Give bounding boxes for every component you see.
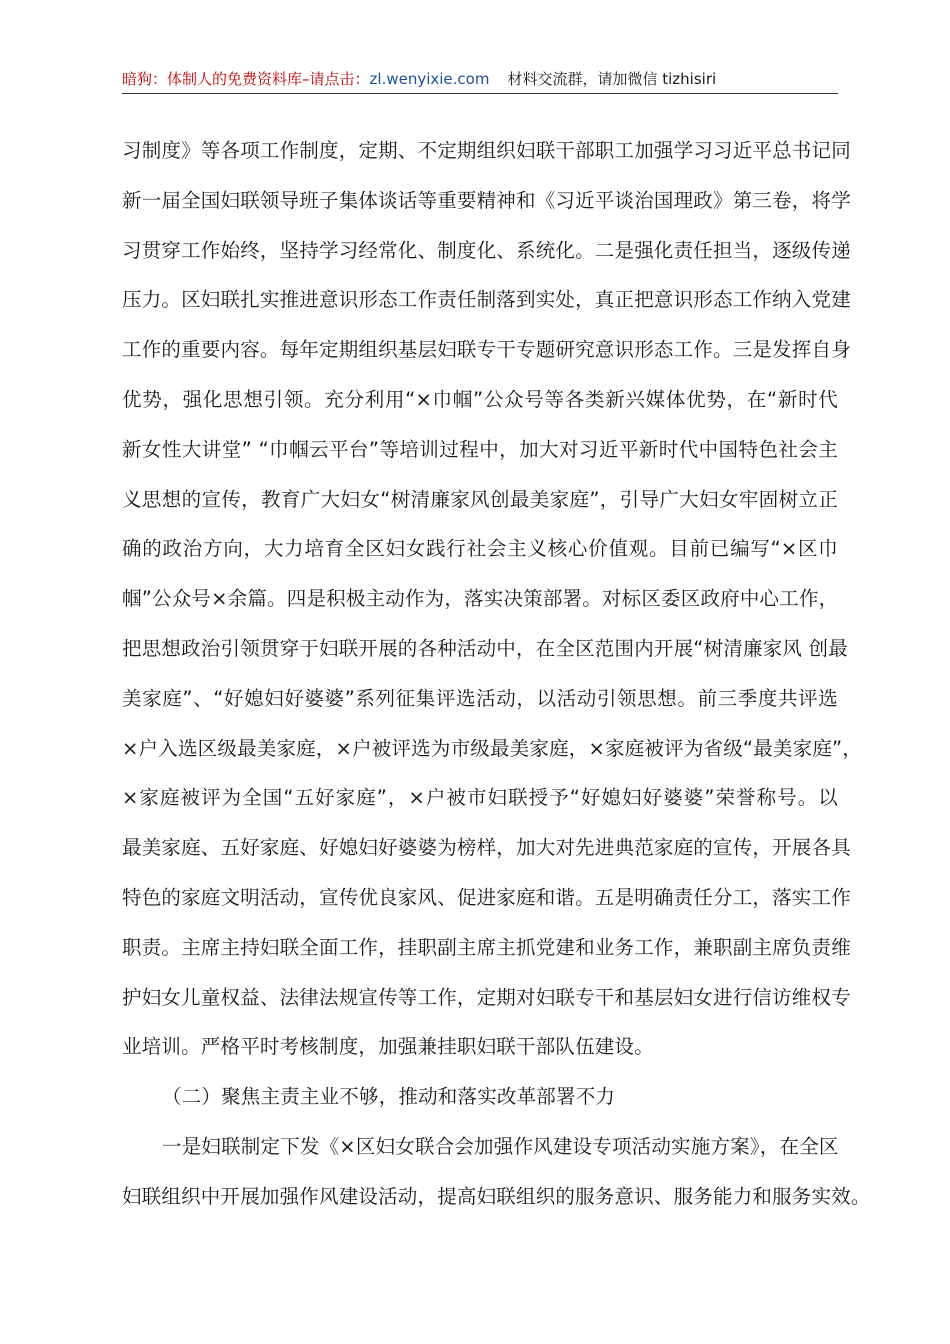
body-line: 习制度》等各项工作制度，定期、不定期组织妇联干部职工加强学习习近平总书记同 bbox=[122, 139, 851, 162]
body-line: ×家庭被评为全国“五好家庭”，×户被市妇联授予“好媳妇好婆婆”荣誉称号。以 bbox=[122, 786, 838, 810]
body-line: 特色的家庭文明活动，宣传优良家风、促进家庭和谐。五是明确责任分工，落实工作 bbox=[122, 885, 851, 909]
header-wechat-note: 材料交流群，请加微信 tizhisiri bbox=[507, 70, 717, 88]
body-line: 工作的重要内容。每年定期组织基层妇联专干专题研究意识形态工作。三是发挥自身 bbox=[122, 338, 851, 362]
body-line: 确的政治方向，大力培育全区妇女践行社会主义核心价值观。目前已编写“×区巾 bbox=[122, 537, 838, 561]
header-divider bbox=[122, 93, 838, 94]
document-body bbox=[122, 131, 871, 1227]
body-line: ×户入选区级最美家庭，×户被评选为市级最美家庭，×家庭被评为省级“最美家庭”， bbox=[122, 736, 863, 760]
body-line: 把思想政治引领贯穿于妇联开展的各种活动中，在全区范围内开展“树清廉家风 创最 bbox=[122, 636, 848, 660]
body-line: 美家庭”、“好媳妇好婆婆”系列征集评选活动，以活动引领思想。前三季度共评选 bbox=[122, 686, 838, 710]
body-line: 习贯穿工作始终，坚持学习经常化、制度化、系统化。二是强化责任担当，逐级传递 bbox=[122, 238, 851, 262]
header-url-link[interactable]: zl.wenyixie.com bbox=[369, 70, 490, 88]
header-site-label: 暗狗：体制人的免费资料库 bbox=[122, 70, 303, 88]
section-heading: （二）聚焦主责主业不够，推动和落实改革部署不力 bbox=[162, 1085, 616, 1109]
body-line: 最美家庭、五好家庭、好媳妇好婆婆为榜样，加大对先进典范家庭的宣传，开展各具 bbox=[122, 836, 851, 860]
body-line: 新一届全国妇联领导班子集体谈话等重要精神和《习近平谈治国理政》第三卷，将学 bbox=[122, 188, 851, 212]
body-line: 护妇女儿童权益、法律法规宣传等工作，定期对妇联专干和基层妇女进行信访维权专 bbox=[122, 985, 851, 1009]
body-line: 业培训。严格平时考核制度，加强兼挂职妇联干部队伍建设。 bbox=[122, 1035, 654, 1059]
page-header bbox=[122, 68, 838, 94]
body-line: 义思想的宣传，教育广大妇女“树清廉家风创最美家庭”，引导广大妇女牢固树立正 bbox=[122, 487, 838, 511]
body-line: 职责。主席主持妇联全面工作，挂职副主席主抓党建和业务工作，兼职副主席负责维 bbox=[122, 935, 851, 959]
body-line: 新女性大讲堂” “巾帼云平台”等培训过程中，加大对习近平新时代中国特色社会主 bbox=[122, 437, 838, 461]
body-line: 一是妇联制定下发《×区妇女联合会加强作风建设专项活动实施方案》，在全区 bbox=[162, 1134, 839, 1158]
body-line: 压力。区妇联扎实推进意识形态工作责任制落到实处，真正把意识形态工作纳入党建 bbox=[122, 288, 851, 312]
body-line: 优势，强化思想引领。充分利用“×巾帼”公众号等各类新兴媒体优势，在“新时代 bbox=[122, 387, 838, 411]
header-click-prefix: –请点击： bbox=[302, 70, 370, 88]
body-line: 妇联组织中开展加强作风建设活动，提高妇联组织的服务意识、服务能力和服务实效。 bbox=[122, 1184, 871, 1208]
body-line: 帼”公众号×余篇。四是积极主动作为，落实决策部署。对标区委区政府中心工作， bbox=[122, 587, 839, 611]
